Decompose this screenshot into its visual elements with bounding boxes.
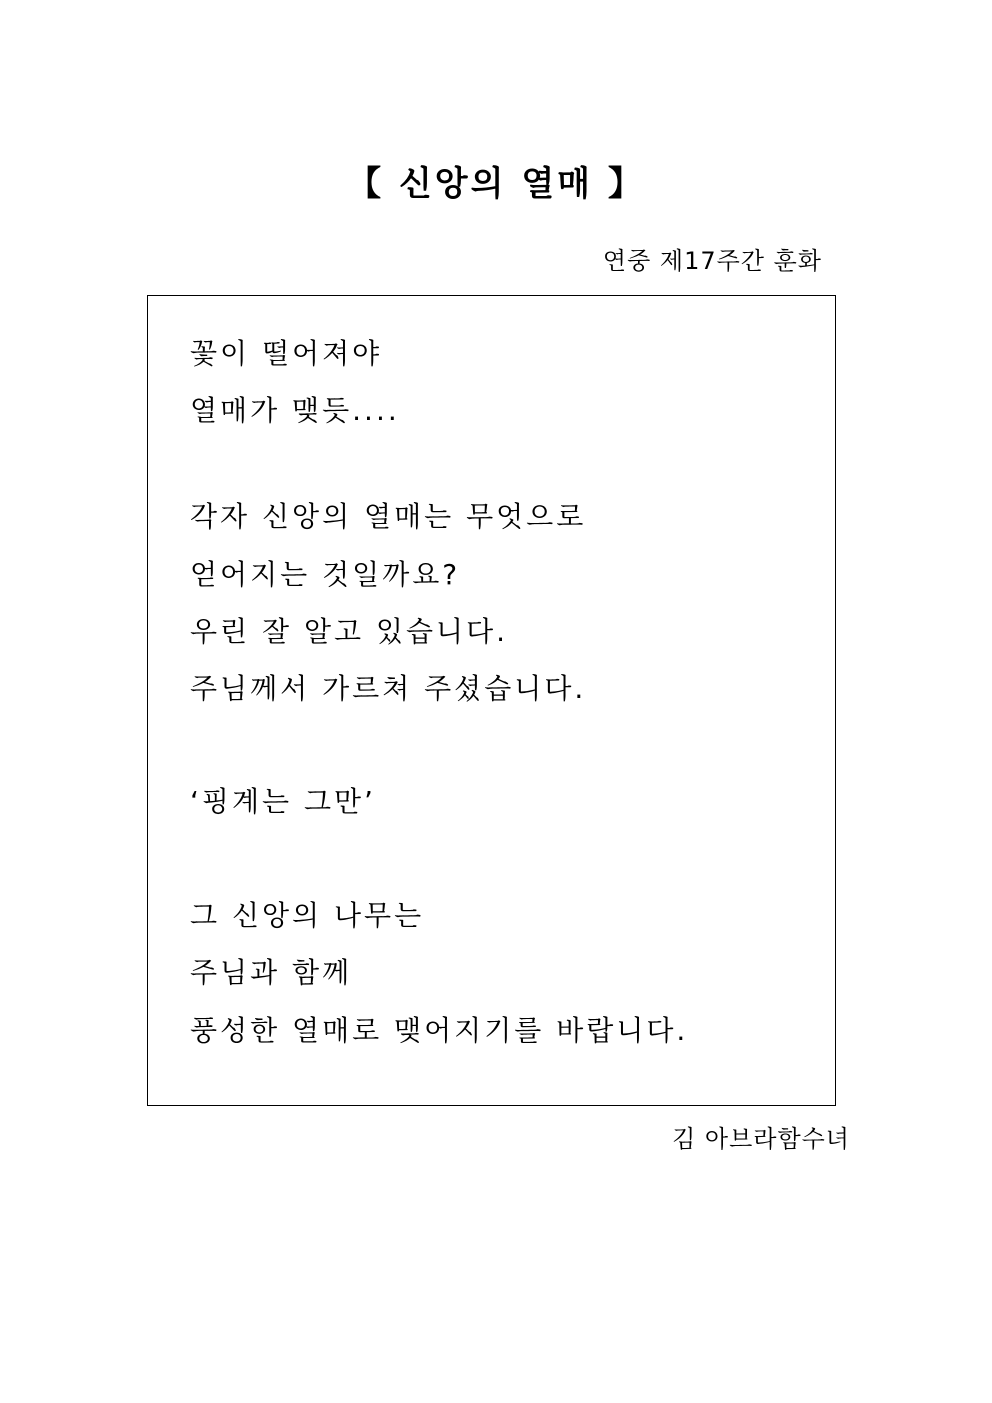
subtitle: 연중 제17주간 훈화 — [602, 247, 822, 275]
poem-line: 얻어지는 것일까요? — [190, 558, 461, 591]
poem-line: 주님과 함께 — [190, 956, 353, 989]
page-title: 【 신앙의 열매 】 — [347, 164, 645, 204]
poem-line: 그 신앙의 나무는 — [190, 899, 425, 932]
poem-line: 각자 신앙의 열매는 무엇으로 — [190, 500, 587, 533]
poem-line: 주님께서 가르쳐 주셨습니다. — [190, 672, 587, 705]
poem-line: ‘핑계는 그만’ — [190, 785, 376, 818]
poem-line: 꽃이 떨어져야 — [190, 337, 383, 370]
poem-line: 풍성한 열매로 맺어지기를 바랍니다. — [190, 1014, 689, 1047]
author: 김 아브라함수녀 — [672, 1125, 850, 1153]
poem-box — [147, 295, 836, 1106]
poem-line: 열매가 맺듯.... — [190, 394, 400, 427]
poem-line: 우린 잘 알고 있습니다. — [190, 615, 509, 648]
